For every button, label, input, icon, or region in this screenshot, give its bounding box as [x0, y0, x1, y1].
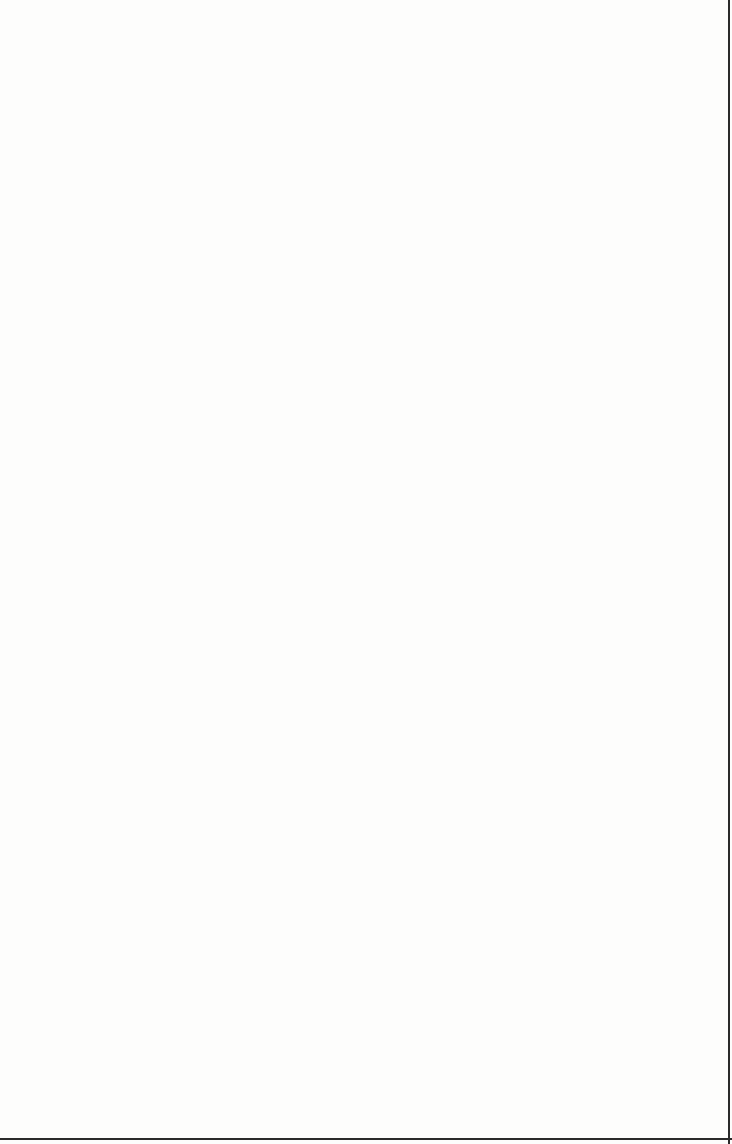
page-edge-right [728, 0, 730, 1144]
page-edge-bottom [0, 1138, 732, 1140]
